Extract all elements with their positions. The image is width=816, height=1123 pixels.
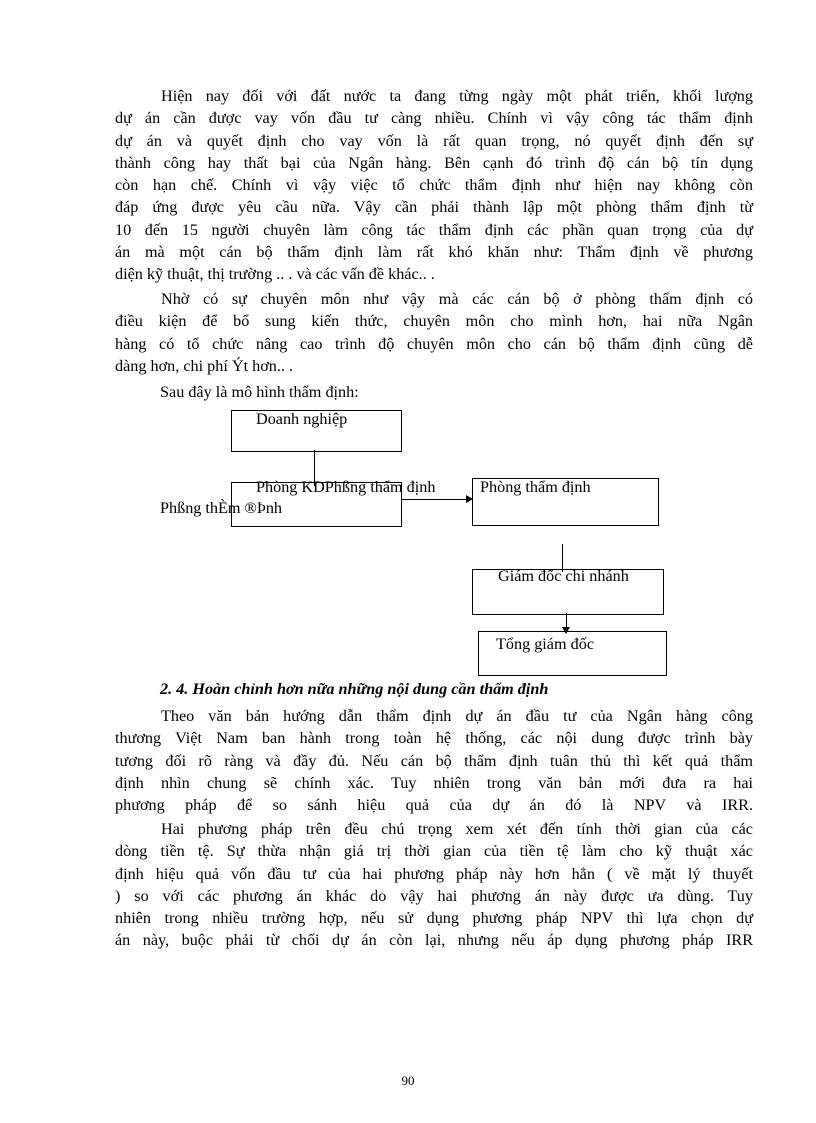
text-line: Hiện nay đối với đất nước ta đang từng ngày một phát triển, khối lượng — [161, 87, 753, 105]
text-line: nhiên trong nhiều trường hợp, nếu sử dụng phương pháp NPV thì lựa chọn dự — [115, 909, 753, 928]
paragraph-1 — [115, 85, 753, 286]
label-giam-doc: Giám đốc chi nhánh — [498, 567, 629, 585]
text-line: Nhờ có sự chuyên môn như vậy mà các cán bộ ở phòng thẩm định có — [161, 290, 753, 308]
text-line: Theo văn bản hướng dẫn thẩm định dự án đầu tư của Ngân hàng công — [161, 707, 753, 725]
text-line: án này, buộc phải từ chối dự án còn lại, nhưng nếu áp dụng phương pháp IRR — [115, 931, 753, 950]
text-line: dự án cần được vay vốn đầu tư càng nhiều. Chính vì vậy công tác thẩm định — [115, 109, 753, 128]
paragraph-2 — [115, 288, 753, 377]
page-number: 90 — [401, 1073, 415, 1088]
paragraph-4 — [115, 818, 753, 952]
text-line: dự án và quyết định cho vay vốn là rất quan trọng, nó quyết định đến sự — [115, 131, 753, 150]
text-line: phương pháp để so sánh hiệu quả của dự án đó là NPV và IRR. — [115, 796, 753, 815]
section-heading: 2. 4. Hoàn chỉnh hơn nữa những nội dung cần thẩm định — [160, 680, 549, 698]
text-line: diện kỹ thuật, thị trường .. . và các vấn đề khác.. . — [115, 265, 435, 284]
text-line: dòng tiền tệ. Sự thừa nhận giá trị thời gian của tiền tệ làm cho kỹ thuật xác — [115, 842, 753, 861]
text-line: hàng có tổ chức nâng cao trình độ chuyên môn cho cán bộ thẩm định cũng dễ — [115, 334, 753, 353]
text-line: điều kiện để bổ sung kiến thức, chuyên môn cho mình hơn, hai nữa Ngân — [115, 312, 753, 331]
text-line: Hai phương pháp trên đều chú trọng xem xét đến tính thời gian của các — [161, 820, 753, 838]
label-phong-left: Phßng thÈm ®Þnh — [160, 499, 283, 517]
connector-arrow — [401, 499, 467, 500]
label-phong-tham-dinh: Phòng thẩm định — [480, 478, 591, 496]
text-line: định hiệu quả vốn đầu tư của hai phương pháp này hơn hẳn ( về mặt lý thuyết — [115, 864, 753, 883]
text-line: án mà một cán bộ thẩm định làm rất khó khăn như: Thẩm định về phương — [115, 243, 753, 262]
text-line: tương đối rõ ràng và đầy đủ. Nếu cán bộ thẩm định tuân thủ thì kết quả thẩm — [115, 751, 753, 770]
label-doanh-nghiep: Doanh nghiệp — [256, 410, 348, 428]
text-line: thương Việt Nam ban hành trong toàn hệ thống, các nội dung được trình bày — [115, 729, 753, 748]
text-line: định nhìn chung sẽ chính xác. Tuy nhiên trong văn bản mới đưa ra hai — [115, 773, 753, 792]
text-line: 10 đến 15 người chuyên làm công tác thẩm định các phần quan trọng của dự — [115, 220, 753, 239]
text-line: ) so với các phương án khác do vậy hai phương án này được ưa dùng. Tuy — [115, 886, 753, 905]
text-line: đáp ứng được yêu cầu nữa. Vậy cần phải thành lập một phòng thẩm định từ — [115, 198, 753, 217]
text-line: thành công hay thất bại của Ngân hàng. Bên cạnh đó trình độ cán bộ tín dụng — [115, 153, 753, 172]
diagram-intro: Sau đây là mô hình thẩm định: — [160, 383, 359, 401]
label-tong-giam-doc: Tổng giám đốc — [496, 635, 595, 653]
label-phong-kd: Phòng KDPhßng thẩm định — [256, 478, 436, 496]
text-line: còn hạn chế. Chính vì vậy việc tổ chức thẩm định như hiện nay không còn — [115, 176, 753, 195]
text-line: dàng hơn, chi phí Ýt hơn.. . — [115, 356, 294, 375]
paragraph-3 — [115, 705, 753, 816]
